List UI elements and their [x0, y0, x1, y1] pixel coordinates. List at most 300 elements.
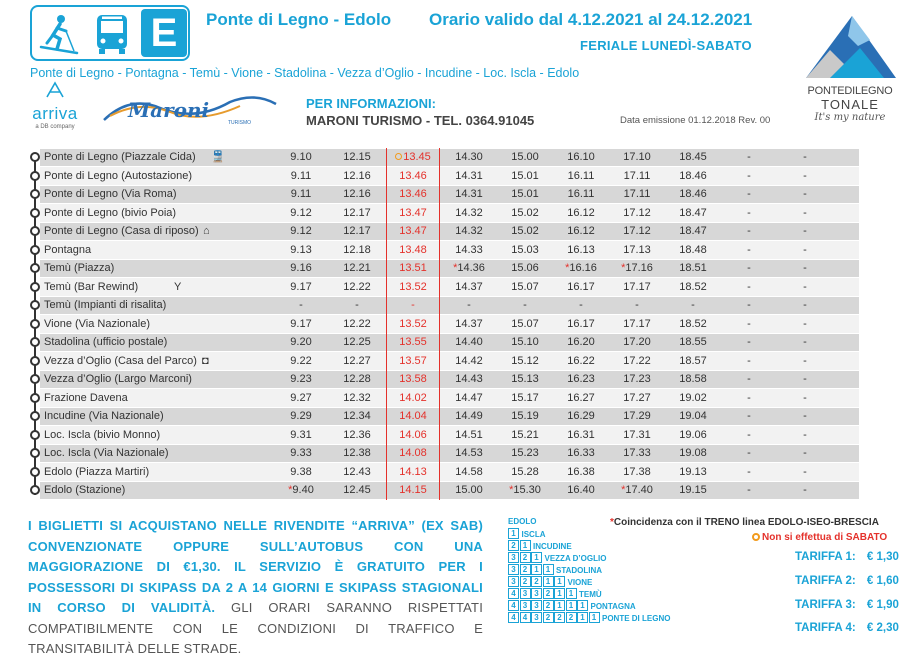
departure-time: 15.10 [511, 336, 539, 348]
departure-time: 14.49 [455, 410, 483, 422]
fare-stop-label: INCUDINE [533, 542, 572, 551]
fare-zone-cell: 2 [520, 564, 531, 575]
departure-time: 16.17 [567, 317, 595, 330]
fare-zone-cell: 1 [577, 612, 588, 623]
departure-time: 12.36 [343, 428, 371, 441]
fare-zone-cell: 3 [531, 612, 542, 623]
stop-name: Loc. Iscla (Via Nazionale) [44, 447, 169, 459]
stop-dot-icon [29, 170, 41, 182]
fare-zone-cell: 1 [566, 588, 577, 599]
departure-time: - [803, 262, 807, 274]
departure-time: *16.16 [565, 262, 597, 274]
departure-time: 18.47 [679, 225, 707, 237]
departure-time: 14.32 [455, 206, 483, 219]
departure-time: - [747, 206, 751, 219]
stop-name: Temù (Piazza) [44, 262, 115, 274]
departure-time: *9.40 [288, 484, 314, 496]
stop-dot-icon [29, 151, 41, 163]
stop-name: Pontagna [44, 243, 92, 256]
departure-time: - [635, 299, 639, 311]
departure-time: 15.21 [511, 428, 539, 441]
departure-time: - [803, 188, 807, 200]
ticket-notes-plain: GLI ORARI SARANNO RISPETTATI COMPATIBILMENTE CON LE CONDIZIONI DI TRAFFICO E TRANSITABILITÀ DELLE STRADE. [28, 600, 484, 656]
departure-time: 14.43 [455, 373, 483, 385]
departure-time: - [803, 151, 807, 163]
fare-stop-label: STADOLINA [556, 566, 603, 575]
departure-time: 14.47 [455, 391, 483, 404]
stop-dot-icon [29, 318, 41, 330]
departure-time: - [747, 391, 751, 404]
stop-dot-icon [29, 484, 41, 496]
departure-time: 15.01 [511, 169, 539, 182]
fare-zone-cell: 1 [554, 600, 565, 611]
departure-time: 16.13 [567, 243, 595, 256]
fare-matrix [508, 517, 738, 635]
departure-time: 18.52 [679, 280, 707, 293]
hospital-icon: ⌂ [203, 225, 210, 237]
departure-time: 14.02 [399, 391, 427, 404]
fare-zone-cell: 4 [520, 612, 531, 623]
departure-time: - [523, 299, 527, 311]
tariff-item [795, 575, 899, 587]
stop-name: Vezza d’Oglio (Casa del Parco) [44, 354, 197, 367]
departure-time: 17.17 [623, 280, 651, 293]
fare-stop-label: ISCLA [521, 530, 546, 539]
departure-time: 12.27 [343, 354, 371, 367]
fare-stop-label: PONTAGNA [590, 602, 636, 611]
departure-time: - [803, 428, 807, 441]
stop-dot-icon [29, 429, 41, 441]
stop-name: Ponte di Legno (Piazzale Cida) [44, 151, 196, 163]
departure-time: 9.10 [290, 151, 312, 163]
departure-time: 17.29 [623, 410, 651, 422]
departure-time: - [467, 299, 471, 311]
departure-time: 9.31 [290, 428, 312, 441]
departure-time: 19.02 [679, 391, 707, 404]
departure-time: 17.20 [623, 336, 651, 348]
fare-zone-cell: 4 [508, 612, 519, 623]
fare-zone-cell: 3 [520, 588, 531, 599]
departure-time: 14.42 [455, 354, 483, 367]
departure-time: 12.17 [343, 206, 371, 219]
stop-name: Ponte di Legno (Autostazione) [44, 169, 192, 182]
departure-time: - [747, 336, 751, 348]
stop-name: Stadolina (ufficio postale) [44, 336, 168, 348]
bus-icon [87, 9, 137, 57]
departure-time: - [803, 225, 807, 237]
departure-time: - [803, 206, 807, 219]
departure-time: 15.13 [511, 373, 539, 385]
departure-time: - [803, 317, 807, 330]
maroni-logo [100, 90, 280, 128]
departure-time: 13.46 [399, 188, 427, 200]
departure-time: 15.17 [511, 391, 539, 404]
departure-time: 17.13 [623, 243, 651, 256]
departure-time: 18.51 [679, 262, 707, 274]
departure-time: 19.15 [679, 484, 707, 496]
departure-time: 16.20 [567, 336, 595, 348]
departure-time: 17.22 [623, 354, 651, 367]
departure-time: 14.33 [455, 243, 483, 256]
departure-time: 18.46 [679, 188, 707, 200]
fare-zone-cell: 1 [554, 588, 565, 599]
departure-time: 13.52 [399, 317, 427, 330]
departure-time: 17.12 [623, 206, 651, 219]
departure-time: 17.11 [623, 188, 651, 200]
departure-time: - [803, 243, 807, 256]
departure-time: 19.08 [679, 447, 707, 459]
departure-time: 16.10 [567, 151, 595, 163]
departure-time: 17.23 [623, 373, 651, 385]
departure-time: 13.46 [399, 169, 427, 182]
fare-zone-cell: 2 [543, 612, 554, 623]
tariff-label: TARIFFA 2: [795, 575, 856, 587]
departure-time: 18.45 [679, 151, 707, 163]
departure-time: 17.10 [623, 151, 651, 163]
departure-time: 12.25 [343, 336, 371, 348]
departure-time: - [747, 410, 751, 422]
departure-time: 18.52 [679, 317, 707, 330]
departure-time: *15.30 [509, 484, 541, 496]
departure-time: *14.36 [453, 262, 485, 274]
stop-dot-icon [29, 410, 41, 422]
departure-time: 17.12 [623, 225, 651, 237]
departure-time: 12.16 [343, 169, 371, 182]
fare-zone-cell: 1 [543, 564, 554, 575]
departure-time: 14.13 [399, 465, 427, 478]
departure-time: 9.38 [290, 465, 312, 478]
departure-time: 16.12 [567, 225, 595, 237]
fare-zone-cell: 1 [554, 576, 565, 587]
departure-time: 18.57 [679, 354, 707, 367]
stop-dot-icon [29, 336, 41, 348]
departure-time: 9.11 [290, 169, 312, 182]
departure-time: 12.15 [343, 151, 371, 163]
tariff-price: € 1,30 [863, 551, 899, 563]
departure-time: 14.31 [455, 188, 483, 200]
departure-time: 16.29 [567, 410, 595, 422]
departure-time: 13.58 [399, 373, 427, 385]
departure-time: - [355, 299, 359, 311]
stop-dot-icon [29, 225, 41, 237]
departure-time: 15.03 [511, 243, 539, 256]
departure-time: 9.22 [290, 354, 312, 367]
departure-time: 9.17 [290, 280, 312, 293]
fare-zone-cell: 2 [531, 576, 542, 587]
fare-stop-label: VIONE [567, 578, 593, 587]
departure-time: 13.55 [399, 336, 427, 348]
departure-time: - [747, 484, 751, 496]
departure-time: 9.27 [290, 391, 312, 404]
ticket-notes-bold: I BIGLIETTI SI ACQUISTANO NELLE RIVENDITE “ARRIVA” (EX SAB) CONVENZIONATE OPPURE SULL’AUTOBUS CON UNA MAGGIORAZIONE DI €1,30. IL SERVIZIO È GRATUITO PER I POSSESSORI DI SKIPASS DA 2 A 14 GIORNI E SKIPASS STAGIONALI IN CORSO DI VALIDITÀ. [28, 518, 483, 615]
departure-time: - [747, 465, 751, 478]
departure-time: 14.30 [455, 151, 483, 163]
departure-time: 16.12 [567, 206, 595, 219]
departure-time: - [747, 317, 751, 330]
departure-time: - [803, 484, 807, 496]
departure-time: 16.22 [567, 354, 595, 367]
pontedilegno-tonale-logo: PONTEDILEGNO TONALE It's my nature [800, 6, 900, 132]
fare-zone-cell: 2 [520, 576, 531, 587]
departure-time: 12.43 [343, 465, 371, 478]
departure-time: 18.48 [679, 243, 707, 256]
departure-time: 15.19 [511, 410, 539, 422]
departure-time: 17.33 [623, 447, 651, 459]
departure-time: 13.47 [399, 225, 427, 237]
departure-time: - [747, 188, 751, 200]
departure-time: 9.12 [290, 225, 312, 237]
fare-zone-cell: 2 [508, 540, 519, 551]
svg-text:TURISMO: TURISMO [228, 120, 252, 126]
fare-zone-cell: 2 [543, 600, 554, 611]
departure-time: 12.32 [343, 391, 371, 404]
departure-time: - [411, 299, 415, 311]
departure-time: 19.06 [679, 428, 707, 441]
departure-time: 15.28 [511, 465, 539, 478]
stop-dot-icon [29, 447, 41, 459]
departure-time: 15.06 [511, 262, 539, 274]
departure-time: 13.47 [399, 206, 427, 219]
arriva-logo: arriva a DB company [26, 82, 84, 132]
stop-dot-icon [29, 207, 41, 219]
departure-time: 13.51 [399, 262, 427, 274]
fare-zone-cell: 3 [520, 600, 531, 611]
ski-icon [33, 9, 83, 57]
fare-zone-cell: 1 [543, 576, 554, 587]
tariff-price: € 2,30 [863, 622, 899, 634]
fare-zone-cell: 1 [577, 600, 588, 611]
departure-time: 15.00 [511, 151, 539, 163]
departure-time: 12.28 [343, 373, 371, 385]
fare-stop-label: EDOLO [508, 517, 537, 526]
departure-time: 18.55 [679, 336, 707, 348]
departure-time: 12.16 [343, 188, 371, 200]
fare-zone-cell: 3 [531, 600, 542, 611]
departure-time: 9.12 [290, 206, 312, 219]
departure-time: - [691, 299, 695, 311]
departure-time: 9.13 [290, 243, 312, 256]
departure-time: - [747, 243, 751, 256]
departure-time: 15.12 [511, 354, 539, 367]
stop-name: Ponte di Legno (Via Roma) [44, 188, 177, 200]
departure-time: - [803, 169, 807, 182]
departure-time: 16.23 [567, 373, 595, 385]
departure-time: - [803, 373, 807, 385]
departure-time: 9.11 [290, 188, 312, 200]
departure-time: 12.18 [343, 243, 371, 256]
route-stops: Ponte di Legno - Pontagna - Temù - Vione - Stadolina - Vezza d’Oglio - Incudine - Loc. Iscla - Edolo [30, 66, 580, 80]
fare-zone-cell: 4 [508, 600, 519, 611]
fare-zone-cell: 4 [508, 588, 519, 599]
departure-time: 16.40 [567, 484, 595, 496]
train-icon: 🚆 [211, 151, 225, 163]
fare-stop-label: TEMÙ [579, 590, 602, 599]
fare-zone-cell: 1 [589, 612, 600, 623]
departure-time: - [579, 299, 583, 311]
stop-dot-icon [29, 373, 41, 385]
departure-time: 12.34 [343, 410, 371, 422]
stop-name: Vione (Via Nazionale) [44, 317, 150, 330]
stop-dot-icon [29, 188, 41, 200]
stop-name: Frazione Davena [44, 391, 128, 404]
departure-time: - [803, 280, 807, 293]
tariff-label: TARIFFA 1: [795, 551, 856, 563]
departure-time: 14.37 [455, 317, 483, 330]
stop-name: Ponte di Legno (bivio Poia) [44, 206, 177, 219]
fare-stop-label: VEZZA D’OGLIO [544, 554, 607, 563]
bus-stop-icon: ◘ [202, 354, 209, 367]
departure-time: 14.31 [455, 169, 483, 182]
departure-time: 13.52 [399, 280, 427, 293]
service-days: FERIALE LUNEDÌ-SABATO [580, 38, 752, 53]
fare-zone-cell: 2 [566, 612, 577, 623]
stop-name: Vezza d’Oglio (Largo Marconi) [44, 373, 192, 385]
departure-time: - [803, 299, 807, 311]
departure-time: 9.20 [290, 336, 312, 348]
stop-name: Temù (Impianti di risalita) [44, 299, 167, 311]
departure-time: 15.23 [511, 447, 539, 459]
tariff-label: TARIFFA 4: [795, 622, 856, 634]
departure-time: 17.27 [623, 391, 651, 404]
tariff-price: € 1,60 [863, 575, 899, 587]
departure-time: - [747, 447, 751, 459]
tariff-label: TARIFFA 3: [795, 599, 856, 611]
stop-dot-icon [29, 299, 41, 311]
departure-time: 16.38 [567, 465, 595, 478]
stop-dot-icon [29, 244, 41, 256]
departure-time: 19.04 [679, 410, 707, 422]
stop-dot-icon [29, 262, 41, 274]
departure-time: 14.08 [399, 447, 427, 459]
departure-time: 13.48 [399, 243, 427, 256]
stop-name: Ponte di Legno (Casa di riposo) [44, 225, 199, 237]
stop-dot-icon [29, 466, 41, 478]
departure-time: 9.23 [290, 373, 312, 385]
departure-time: 12.38 [343, 447, 371, 459]
fare-zone-cell: 3 [508, 564, 519, 575]
validity-period: Orario valido dal 4.12.2021 al 24.12.2021 [429, 10, 753, 29]
tariff-item [795, 599, 899, 611]
departure-time: - [299, 299, 303, 311]
departure-time: 19.13 [679, 465, 707, 478]
departure-time: - [803, 447, 807, 459]
fare-zone-cell: 2 [543, 588, 554, 599]
departure-time: 16.17 [567, 280, 595, 293]
departure-time: 17.38 [623, 465, 651, 478]
departure-time: 14.32 [455, 225, 483, 237]
departure-time: 12.45 [343, 484, 371, 496]
stop-name: Loc. Iscla (bivio Monno) [44, 428, 161, 441]
departure-time: 16.27 [567, 391, 595, 404]
departure-time: 9.17 [290, 317, 312, 330]
departure-time: - [747, 169, 751, 182]
fare-zone-cell: 2 [520, 552, 531, 563]
stop-name: Edolo (Stazione) [44, 484, 126, 496]
departure-time: 14.06 [399, 428, 427, 441]
departure-time: 16.33 [567, 447, 595, 459]
fare-stop-label: PONTE DI LEGNO [602, 614, 671, 623]
departure-time: 17.31 [623, 428, 651, 441]
departure-time: 15.00 [455, 484, 483, 496]
stop-dot-icon [29, 355, 41, 367]
departure-time: 12.17 [343, 225, 371, 237]
tariff-item [795, 622, 899, 634]
stop-dot-icon [29, 281, 41, 293]
departure-time: 14.37 [455, 280, 483, 293]
departure-time: - [803, 465, 807, 478]
departure-time: 17.17 [623, 317, 651, 330]
stop-name: Temù (Bar Rewind) [44, 280, 139, 293]
info-label: PER INFORMAZIONI: [306, 96, 436, 111]
fare-zone-cell: 1 [520, 540, 531, 551]
departure-time: 16.31 [567, 428, 595, 441]
departure-time: 15.02 [511, 206, 539, 219]
fare-zone-cell: 1 [566, 600, 577, 611]
departure-time: 12.22 [343, 280, 371, 293]
departure-time: 14.58 [455, 465, 483, 478]
stop-name: Incudine (Via Nazionale) [44, 410, 164, 422]
stop-dot-icon [29, 392, 41, 404]
departure-time: - [747, 225, 751, 237]
departure-time: 9.33 [290, 447, 312, 459]
departure-time: 14.40 [455, 336, 483, 348]
departure-time: 16.11 [567, 169, 595, 182]
departure-time: 15.01 [511, 188, 539, 200]
departure-time: - [747, 354, 751, 367]
svg-text:Maroni: Maroni [128, 98, 210, 122]
departure-time: 9.16 [290, 262, 312, 274]
info-contact: MARONI TURISMO - TEL. 0364.91045 [306, 113, 535, 128]
departure-time: 13.45 [385, 148, 441, 167]
departure-time: 17.11 [623, 169, 651, 182]
departure-time: 14.04 [399, 410, 427, 422]
departure-time: 14.53 [455, 447, 483, 459]
fare-zone-cell: 3 [508, 552, 519, 563]
departure-time: 12.22 [343, 317, 371, 330]
departure-time: 16.11 [567, 188, 595, 200]
fare-zone-cell: 1 [508, 528, 519, 539]
stop-name: Edolo (Piazza Martiri) [44, 465, 150, 478]
departure-time: 13.57 [399, 354, 427, 367]
mountain-icon [800, 6, 900, 80]
departure-time: - [747, 373, 751, 385]
departure-time: 18.58 [679, 373, 707, 385]
departure-time: 18.47 [679, 206, 707, 219]
fare-zone-cell: 1 [531, 564, 542, 575]
departure-time: - [803, 391, 807, 404]
departure-time: 14.15 [399, 484, 427, 496]
departure-time: - [747, 151, 751, 163]
ticket-notes [28, 516, 483, 660]
no-saturday-legend: Non si effettua di SABATO [752, 532, 887, 543]
departure-time: 14.51 [455, 428, 483, 441]
train-connection-legend: *Coincidenza con il TRENO linea EDOLO-ISEO-BRESCIA [610, 517, 879, 528]
departure-time: 9.29 [290, 410, 312, 422]
departure-time: - [803, 410, 807, 422]
departure-time: - [803, 336, 807, 348]
departure-time: - [747, 428, 751, 441]
emission-date: Data emissione 01.12.2018 Rev. 00 [620, 115, 771, 126]
fare-zone-cell: 2 [554, 612, 565, 623]
fare-zone-cell: 1 [531, 552, 542, 563]
route-title: Ponte di Legno - Edolo [206, 10, 392, 29]
departure-time: - [803, 354, 807, 367]
departure-time: - [747, 262, 751, 274]
departure-time: 18.46 [679, 169, 707, 182]
tariff-price: € 1,90 [863, 599, 899, 611]
departure-time: 15.07 [511, 317, 539, 330]
cocktail-icon: Y [174, 280, 182, 293]
